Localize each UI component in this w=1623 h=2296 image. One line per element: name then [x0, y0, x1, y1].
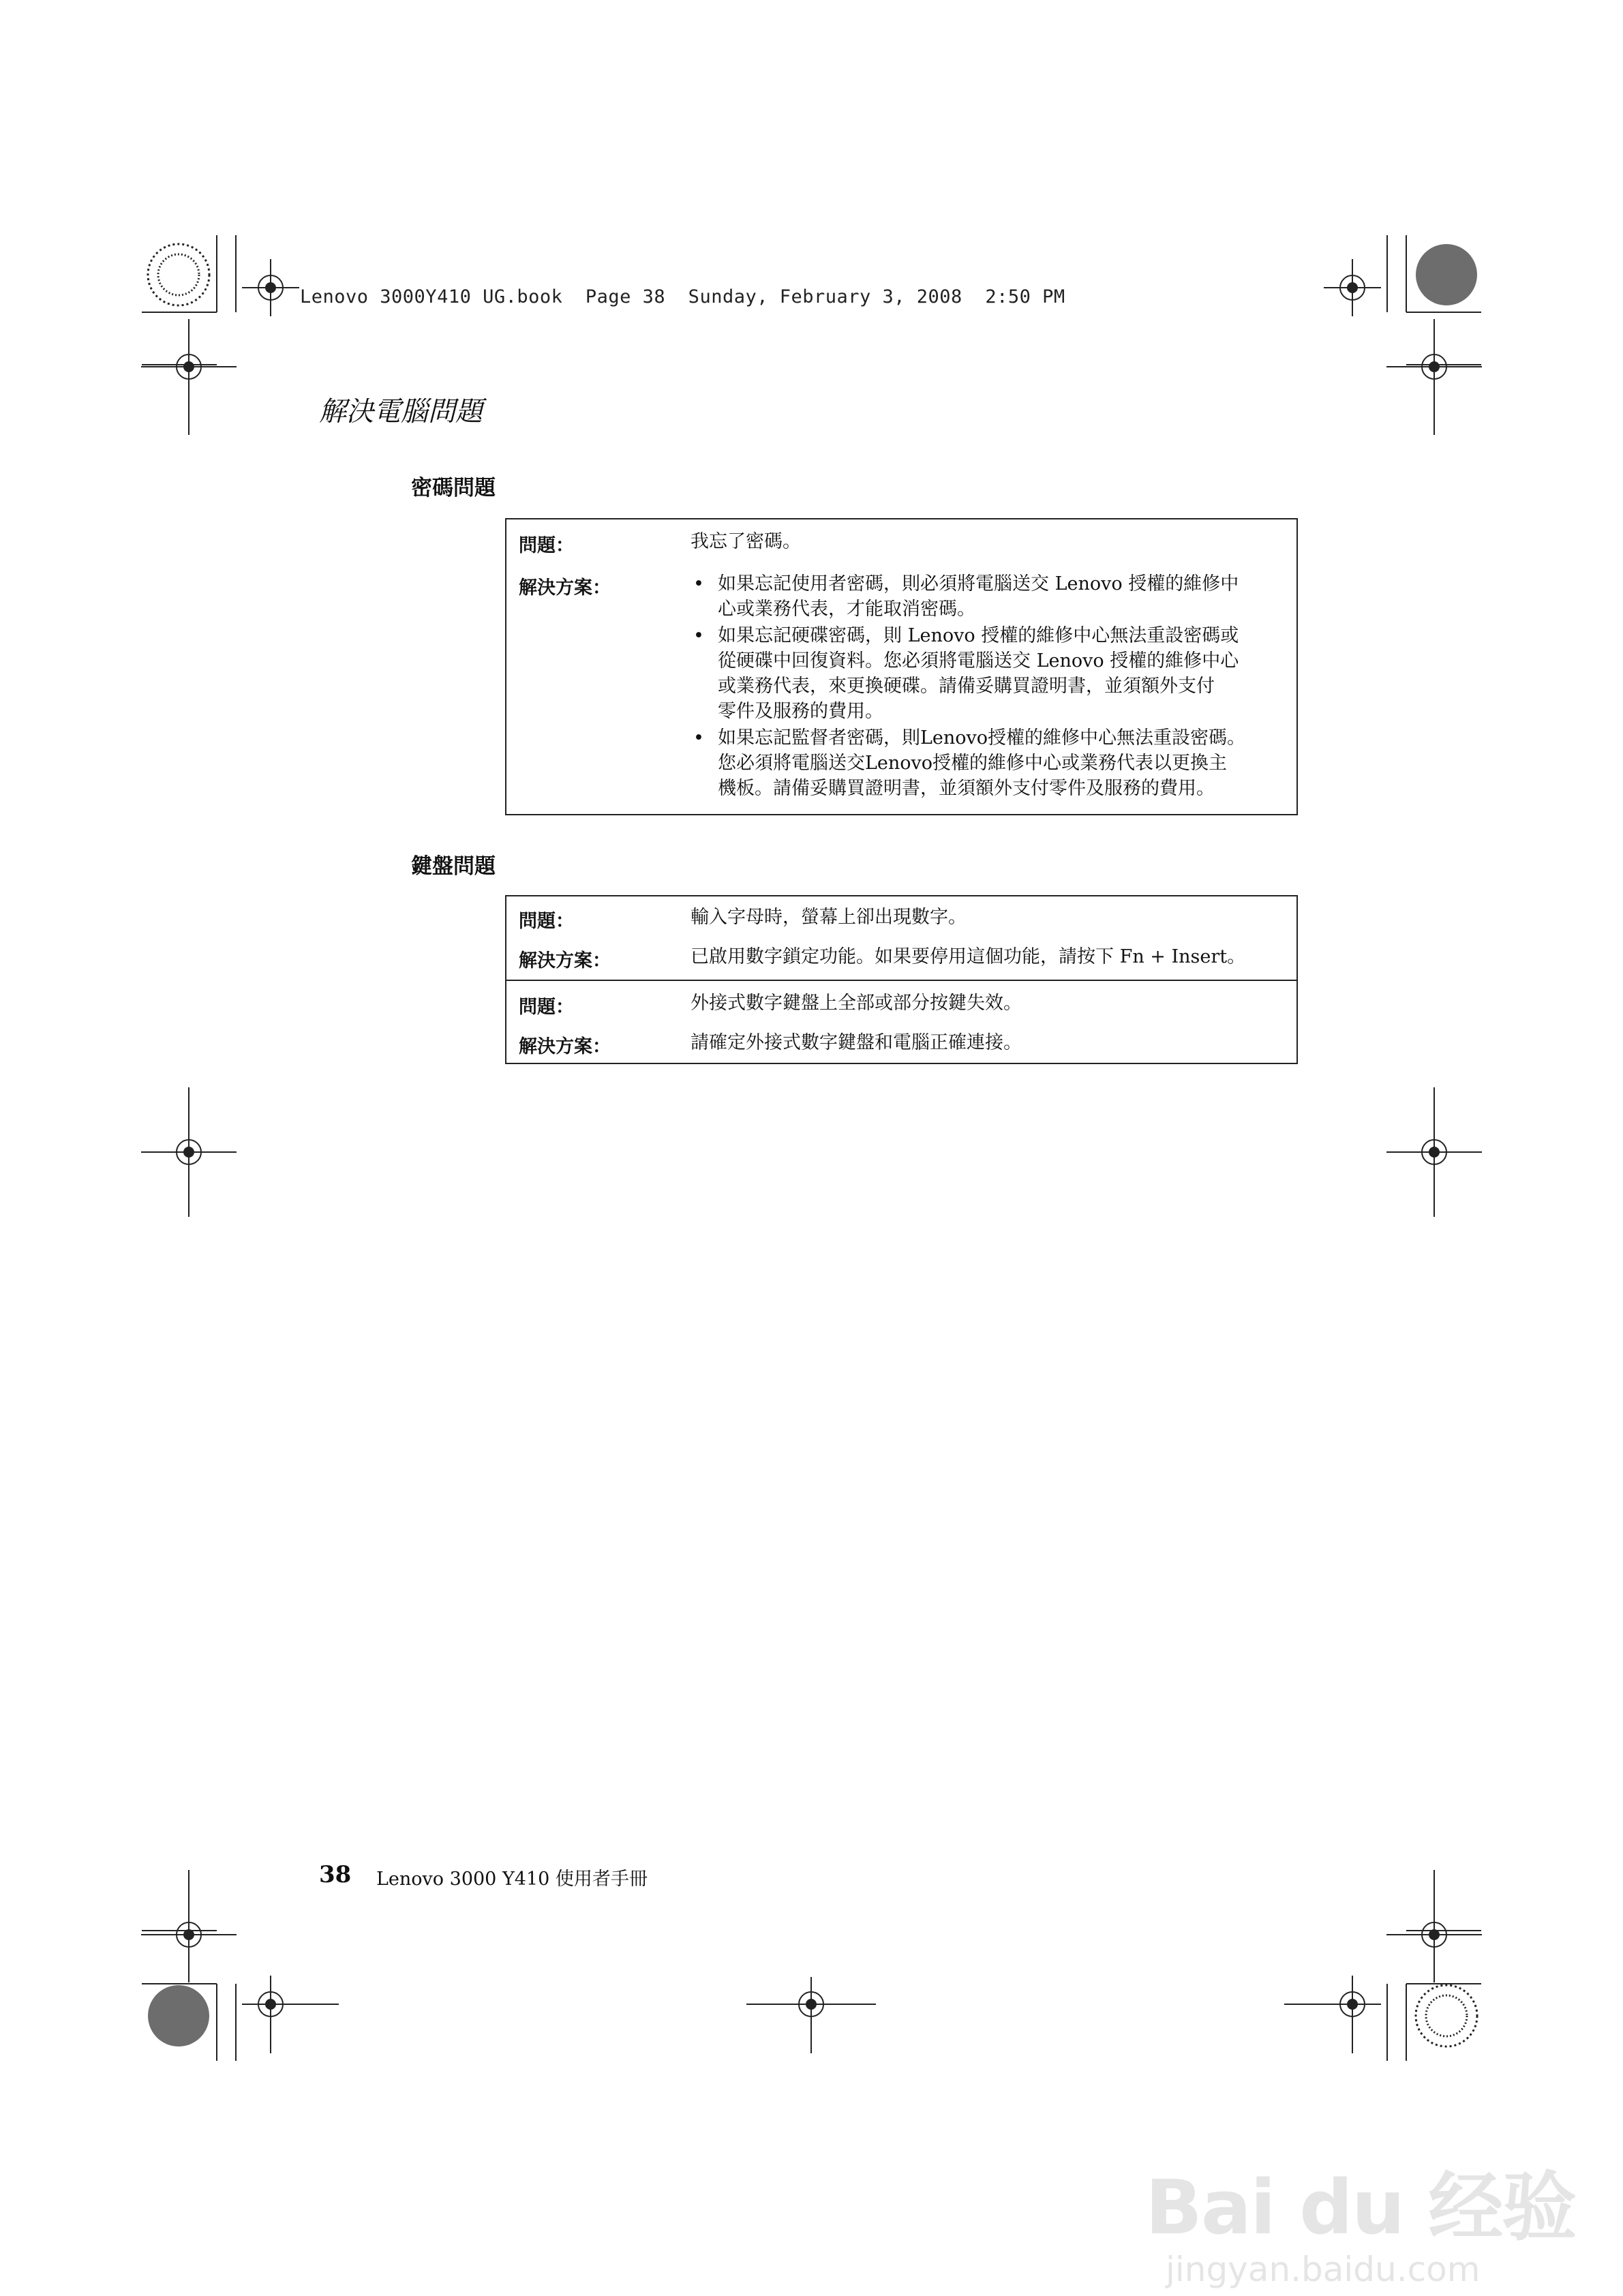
solution-label: 解決方案：	[519, 950, 611, 971]
problem-text: 我忘了密碼。	[691, 531, 801, 552]
page-title: 解決電腦問題	[319, 396, 483, 427]
list-item: • 如果忘記監督者密碼，則Lenovo授權的維修中心無法重設密碼。 您必須將電腦送交Lenovo授權的維修中心或業務代表以更換主 機板。請備妥購買證明書，並須額外支付零件及服務的費用。	[691, 725, 1290, 801]
bullet-icon: •	[693, 625, 704, 646]
list-item: • 如果忘記使用者密碼，則必須將電腦送交 Lenovo 授權的維修中 心或業務代表，才能取消密碼。	[691, 571, 1290, 622]
password-problem-table	[505, 518, 1298, 815]
problem-text: 輸入字母時，螢幕上卻出現數字。	[691, 907, 967, 928]
solution-text: 請確定外接式數字鍵盤和電腦正確連接。	[691, 1032, 1022, 1053]
problem-label: 問題：	[519, 911, 574, 932]
row-divider	[506, 980, 1296, 981]
solution-list	[691, 571, 1290, 802]
problem-text: 外接式數字鍵盤上全部或部分按鍵失效。	[691, 993, 1022, 1014]
problem-label: 問題：	[519, 997, 574, 1018]
solution-text: 已啟用數字鎖定功能。如果要停用這個功能，請按下 Fn + Insert。	[691, 946, 1246, 967]
bullet-icon: •	[693, 573, 704, 594]
watermark-url: jingyan.baidu.com	[1166, 2250, 1481, 2289]
book-info-header: Lenovo 3000Y410 UG.book Page 38 Sunday, February 3, 2008 2:50 PM	[300, 286, 1065, 307]
watermark-brand: Bai du 经验	[1145, 2164, 1576, 2251]
solution-label: 解決方案：	[519, 1036, 611, 1057]
page-number: 38	[319, 1861, 352, 1888]
problem-label: 問題：	[519, 535, 574, 556]
bullet-icon: •	[693, 727, 704, 749]
section-heading-password: 密碼問題	[411, 476, 496, 500]
book-title: Lenovo 3000 Y410 使用者手冊	[376, 1869, 648, 1890]
keyboard-problem-table	[505, 895, 1298, 1064]
list-item: • 如果忘記硬碟密碼，則 Lenovo 授權的維修中心無法重設密碼或 從硬碟中回復資料。您必須將電腦送交 Lenovo 授權的維修中心 或業務代表，來更換硬碟。請備妥購買證明書，並須額外支付 零件及服務的費用。	[691, 623, 1290, 724]
section-heading-keyboard: 鍵盤問題	[411, 854, 496, 879]
solution-label: 解決方案：	[519, 577, 611, 599]
